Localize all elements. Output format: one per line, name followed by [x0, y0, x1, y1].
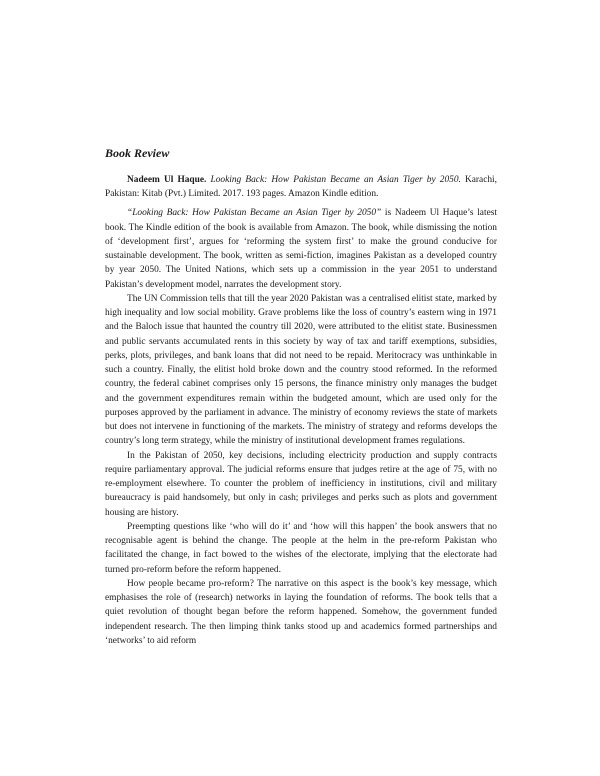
- paragraph-3-text: In the Pakistan of 2050, key decisions, including electricity production and supply contracts require parliamentary approval. The judicial reforms ensure that judges retire at the age of 75, with no re-employment elsewhere. To counter the problem of inefficiency in institutions, civil and military bureaucracy is paid handsomely, but only in cash; privileges and perks such as plots and government housing are history.: [105, 450, 497, 518]
- paragraph-1-text: is Nadeem Ul Haque’s latest book. The Kindle edition of the book is available from Amazon. The book, while dismissing the notion of ‘development first’, argues for ‘reforming the system first’ to make the ground conducive for sustainable development. The book, written as semi-fiction, imagines Pakistan as a developed country by year 2050. The United Nations, which sets up a commission in the year 2051 to understand Pakistan’s development model, narrates the development story.: [105, 208, 497, 290]
- review-page: [105, 146, 497, 648]
- paragraph-2-text: The UN Commission tells that till the year 2020 Pakistan was a centralised elitist state, marked by high inequality and low social mobility. Grave problems like the loss of country’s eastern wing in 1971 and the Baloch issue that haunted the country till 2020, were attributed to the elitist state. Businessmen and public servants accumulated rents in this society by way of tax and tariff exemptions, subsidies, perks, plots, privileges, and bank loans that did not need to be repaid. Meritocracy was unthinkable in such a country. Finally, the elitist hold broke down and the country stood reformed. In the reformed country, the federal cabinet comprises only 15 persons, the finance ministry only manages the budget and the government expenditures remain within the budgeted amount, which are used only for the purposes approved by the parliament in advance. The ministry of economy reviews the state of markets but does not intervene in functioning of the markets. The ministry of strategy and reforms develops the country’s long term strategy, while the ministry of institutional development frames regulations.: [105, 293, 497, 447]
- citation-author: Nadeem Ul Haque.: [127, 175, 207, 185]
- citation-title: Looking Back: How Pakistan Became an Asian Tiger by 2050.: [210, 175, 461, 185]
- paragraph-1: [105, 206, 497, 292]
- paragraph-2: [105, 292, 497, 449]
- paragraph-3: [105, 449, 497, 520]
- citation-publication: Karachi, Pakistan: Kitab (Pvt.) Limited. 2017. 193 pages. Amazon Kindle edition.: [105, 175, 498, 200]
- book-citation: [105, 173, 497, 201]
- paragraph-4-text: Preempting questions like ‘who will do it’ and ‘how will this happen’ the book answers that no recognisable agent is behind the change. The people at the helm in the pre-reform Pakistan who facilitated the change, in fact bowed to the wishes of the electorate, implying that the electorate had turned pro-reform before the reform happened.: [105, 521, 497, 575]
- section-title: Book Review: [105, 146, 170, 160]
- paragraph-1-lead: “Looking Back: How Pakistan Became an Asian Tiger by 2050”: [127, 208, 382, 219]
- paragraph-4: [105, 520, 497, 577]
- paragraph-5: [105, 577, 497, 648]
- paragraph-5-text: How people became pro-reform? The narrative on this aspect is the book’s key message, which emphasises the role of (research) networks in laying the foundation of reforms. The book tells that a quiet revolution of thought began before the reform happened. Somehow, the government funded independent research. The then limping think tanks stood up and academics formed partnerships and ‘networks’ to aid reform: [105, 578, 497, 646]
